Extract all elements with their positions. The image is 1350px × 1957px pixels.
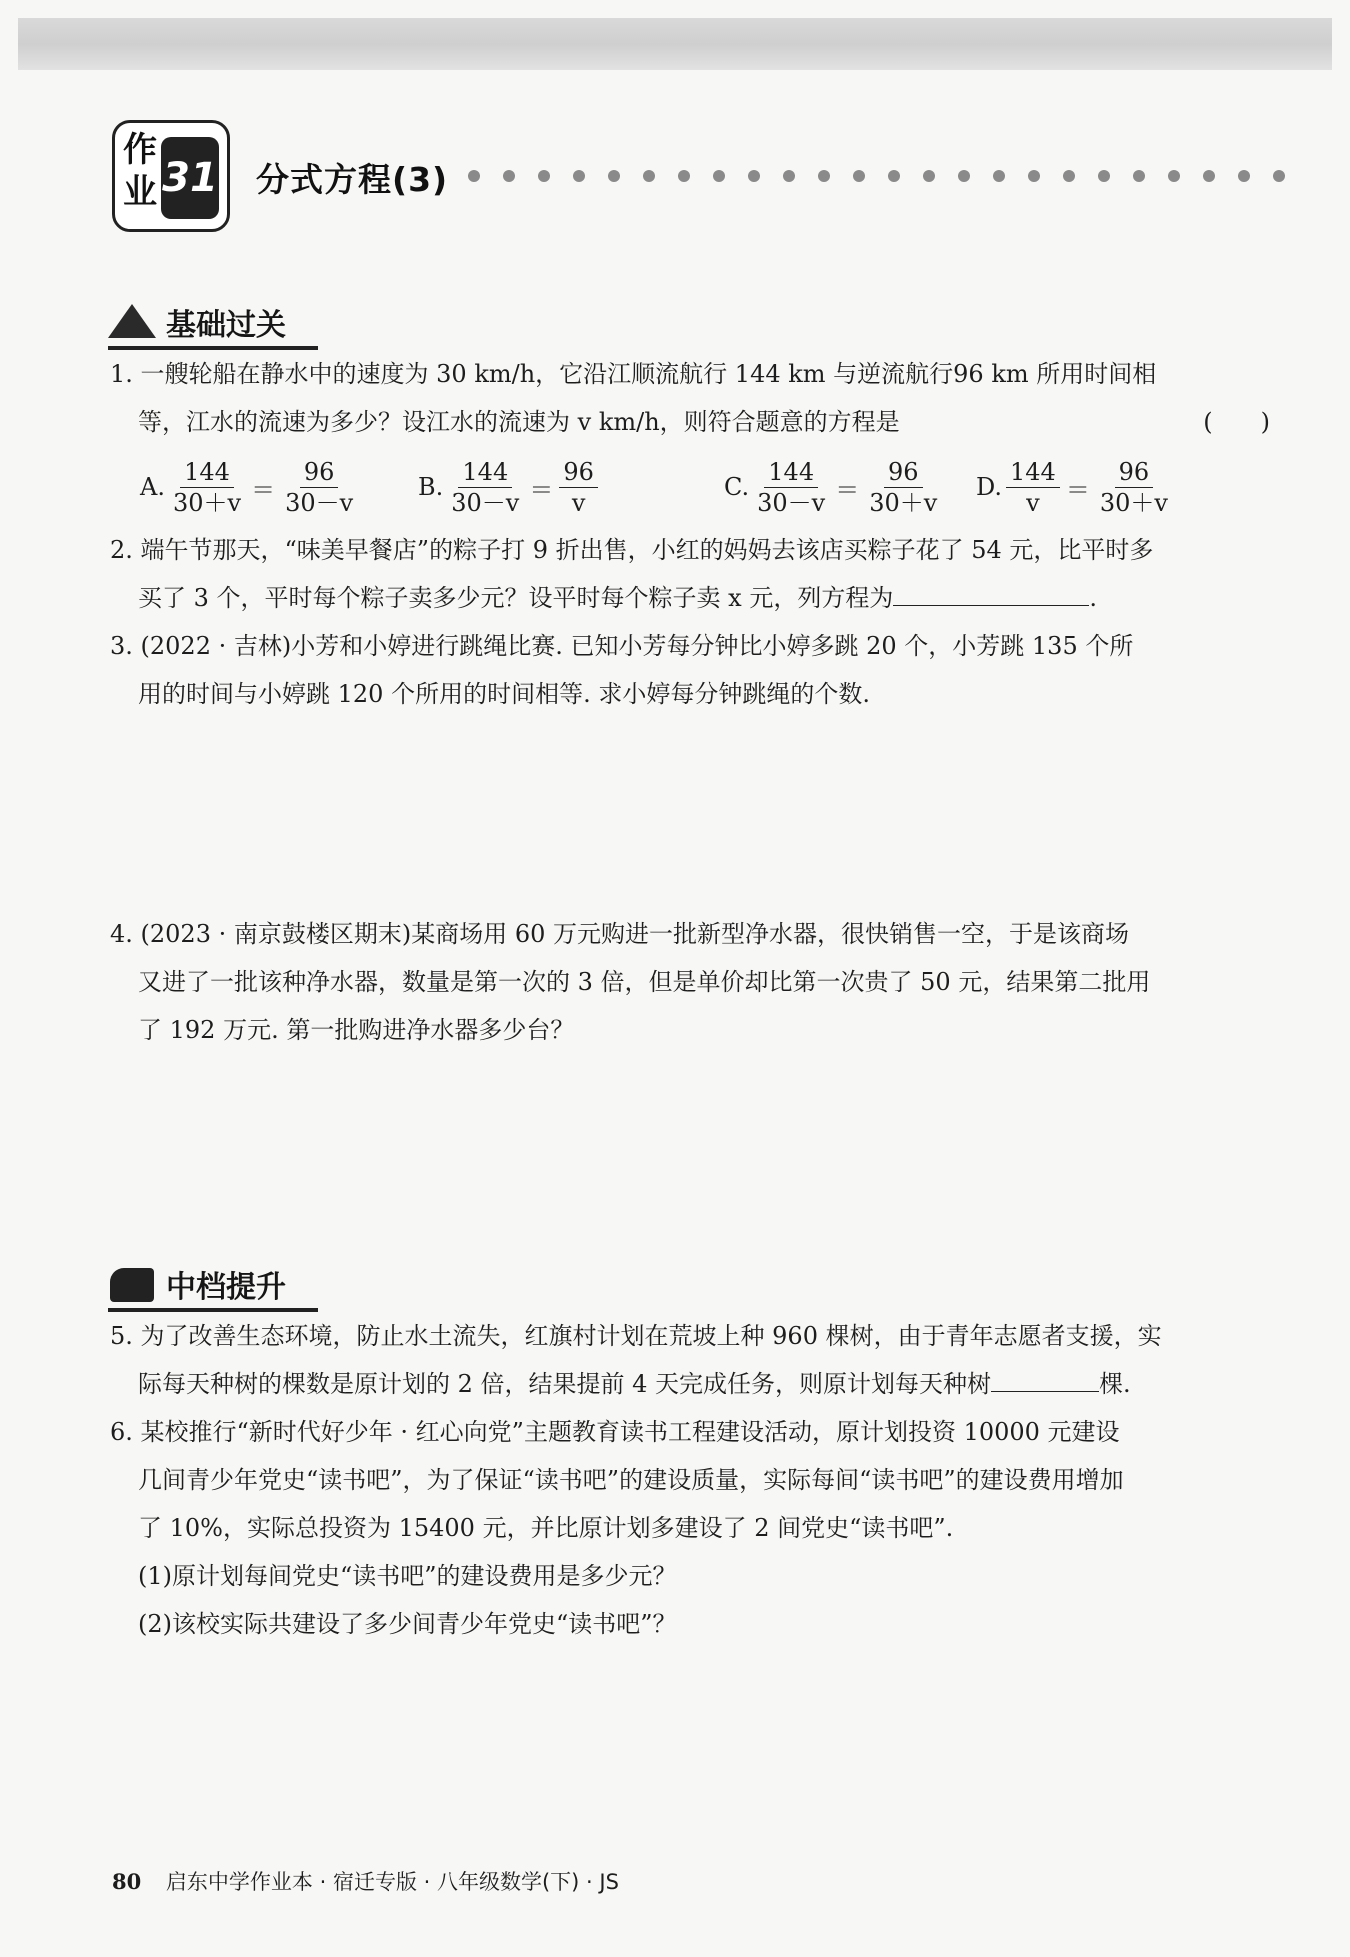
section-mid-label: 中档提升 [166, 1270, 286, 1305]
answer-blank[interactable] [893, 577, 1089, 606]
question-2 [110, 526, 1270, 622]
q2-line2: 买了 3 个，平时每个粽子卖多少元？设平时每个粽子卖 x 元，列方程为 [138, 584, 894, 612]
homework-badge [112, 120, 230, 232]
question-1 [110, 350, 1270, 446]
badge-label: 作业 [123, 130, 157, 212]
option-d[interactable] [976, 452, 1176, 522]
fraction: $\frac{144}{30+v}$ [172, 457, 242, 517]
option-c-label: C. [724, 473, 750, 501]
top-scan-strip [18, 18, 1332, 70]
page-title: 分式方程(3) [256, 160, 449, 199]
option-b-label: B. [418, 473, 444, 501]
question-5 [110, 1312, 1270, 1408]
question-6 [110, 1408, 1270, 1648]
option-a-label: A. [140, 473, 165, 501]
q1-line1: 1. 一艘轮船在静水中的速度为 30 km/h，它沿江顺流航行 144 km 与逆流航行96 km 所用时间相 [110, 360, 1157, 388]
q5-line1: 5. 为了改善生态环境，防止水土流失，红旗村计划在荒坡上种 960 棵树，由于青年志愿者支援，实 [110, 1322, 1162, 1350]
book-icon [110, 1268, 154, 1302]
badge-number: 31 [161, 137, 219, 219]
q6-sub1: (1)原计划每间党史“读书吧”的建设费用是多少元？ [138, 1562, 677, 1590]
fraction: $\frac{96}{30+v}$ [869, 457, 938, 517]
q3-line1: 3. (2022 · 吉林)小芳和小婷进行跳绳比赛. 已知小芳每分钟比小婷多跳 20 个，小芳跳 135 个所 [110, 632, 1134, 660]
fraction: $\frac{144}{30-v}$ [757, 457, 826, 517]
answer-blank[interactable] [991, 1363, 1099, 1392]
fraction: $\frac{96}{30+v}$ [1099, 457, 1168, 517]
q6-line2: 几间青少年党史“读书吧”，为了保证“读书吧”的建设质量，实际每间“读书吧”的建设费用增加 [138, 1466, 1124, 1494]
q3-line2: 用的时间与小婷跳 120 个所用的时间相等. 求小婷每分钟跳绳的个数. [138, 680, 870, 708]
option-d-label: D. [976, 473, 1003, 501]
equals-sign: ＝ [529, 475, 554, 504]
q5-line2: 际每天种树的棵数是原计划的 2 倍，结果提前 4 天完成任务，则原计划每天种树 [138, 1370, 992, 1398]
option-c[interactable] [724, 452, 945, 522]
page-footer [112, 1866, 619, 1896]
fraction: $\frac{96}{30-v}$ [285, 457, 354, 517]
section-basic-heading [108, 300, 286, 344]
answer-parentheses[interactable]: ( ) [1203, 408, 1270, 436]
fraction: $\frac{144}{30-v}$ [451, 457, 520, 517]
title-dot-leader [468, 166, 1318, 186]
q2-line1: 2. 端午节那天，“味美早餐店”的粽子打 9 折出售，小红的妈妈去该店买粽子花了 54 元，比平时多 [110, 536, 1154, 564]
equals-sign: ＝ [1065, 475, 1090, 504]
q6-sub2: (2)该校实际共建设了多少间青少年党史“读书吧”？ [138, 1610, 677, 1638]
q1-line2: 等，江水的流速为多少？设江水的流速为 v km/h，则符合题意的方程是 [138, 408, 900, 436]
q6-line3: 了 10%，实际总投资为 15400 元，并比原计划多建设了 2 间党史“读书吧”. [138, 1514, 954, 1542]
section-basic-label: 基础过关 [166, 308, 286, 343]
question-4 [110, 910, 1270, 1054]
q5-unit: 棵. [1099, 1370, 1131, 1398]
mountain-icon [108, 304, 156, 338]
q1-options [140, 452, 1180, 522]
equals-sign: ＝ [251, 475, 276, 504]
option-a[interactable] [140, 452, 361, 522]
q4-line2: 又进了一批该种净水器，数量是第一次的 3 倍，但是单价却比第一次贵了 50 元，结果第二批用 [138, 968, 1151, 996]
q4-line3: 了 192 万元. 第一批购进净水器多少台？ [138, 1016, 575, 1044]
option-b[interactable] [418, 452, 602, 522]
page-number: 80 [112, 1869, 142, 1894]
fraction: $\frac{96}{v}$ [559, 457, 598, 518]
section-mid-heading [108, 1262, 286, 1306]
q2-period: . [1089, 584, 1097, 612]
question-3 [110, 622, 1270, 718]
fraction: $\frac{144}{v}$ [1006, 457, 1060, 518]
footer-book-title: 启东中学作业本 · 宿迁专版 · 八年级数学(下) · JS [165, 1870, 619, 1894]
q4-line1: 4. (2023 · 南京鼓楼区期末)某商场用 60 万元购进一批新型净水器，很快销售一空，于是该商场 [110, 920, 1130, 948]
q6-line1: 6. 某校推行“新时代好少年 · 红心向党”主题教育读书工程建设活动，原计划投资 10000 元建设 [110, 1418, 1120, 1446]
equals-sign: ＝ [835, 475, 860, 504]
